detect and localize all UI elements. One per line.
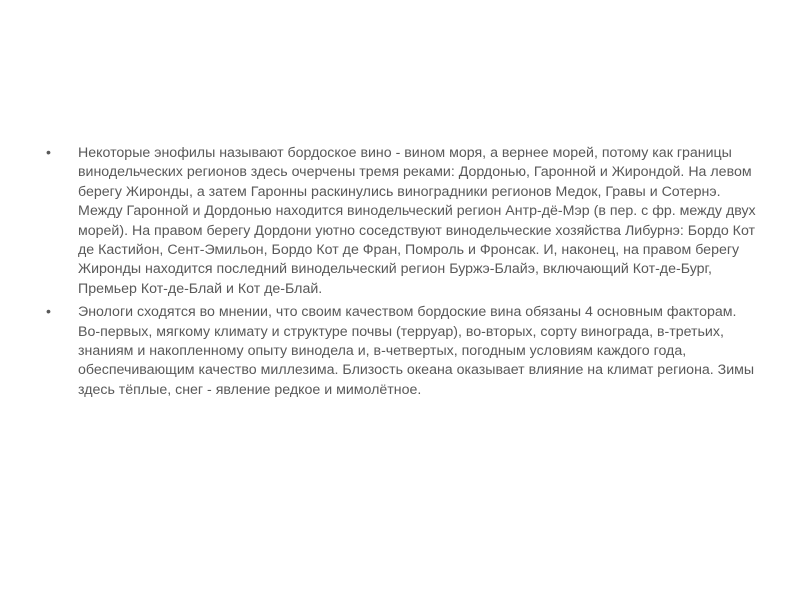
bullet-list xyxy=(40,144,760,404)
bullet-item-2 xyxy=(40,303,760,400)
bullet-text: Энологи сходятся во мнении, что своим качеством бордоские вина обязаны 4 основным факторам. Во-первых, мягкому климату и структуре почвы (терруар), во-вторых, сорту винограда, в-третьих, знаниям и накопленному опыту винодела и, в-четвертых, погодным условиям каждого года, обеспечивающим качество миллезима. Близость океана оказывает влияние на климат региона. Зимы здесь тёплые, снег - явление редкое и мимолётное. xyxy=(78,304,755,398)
bullet-item-1 xyxy=(40,144,760,299)
bullet-icon: • xyxy=(46,145,51,161)
bullet-text: Некоторые энофилы называют бордоское вино - вином моря, а вернее морей, потому как границы винодельческих регионов здесь очерчены тремя реками: Дордонью, Гаронной и Жирондой. На левом берегу Жиронды, а затем Гаронны раскинулись виноградники регионов Медок, Гравы и Сотернэ. Между Гаронной и Дордонью находится винодельческий регион Антр-дё-Мэр (в пер. с фр. между двух морей). На правом берегу Дордони уютно соседствуют винодельческие хозяйства Либурнэ: Бордо Кот де Кастийон, Сент-Эмильон, Бордо Кот де Фран, Помроль и Фронсак. И, наконец, на правом берегу Жиронды находится последний винодельческий регион Буржэ-Блайэ, включающий Кот-де-Бург, Премьер Кот-де-Блай и Кот де-Блай. xyxy=(78,145,756,297)
bullet-icon: • xyxy=(46,304,51,321)
